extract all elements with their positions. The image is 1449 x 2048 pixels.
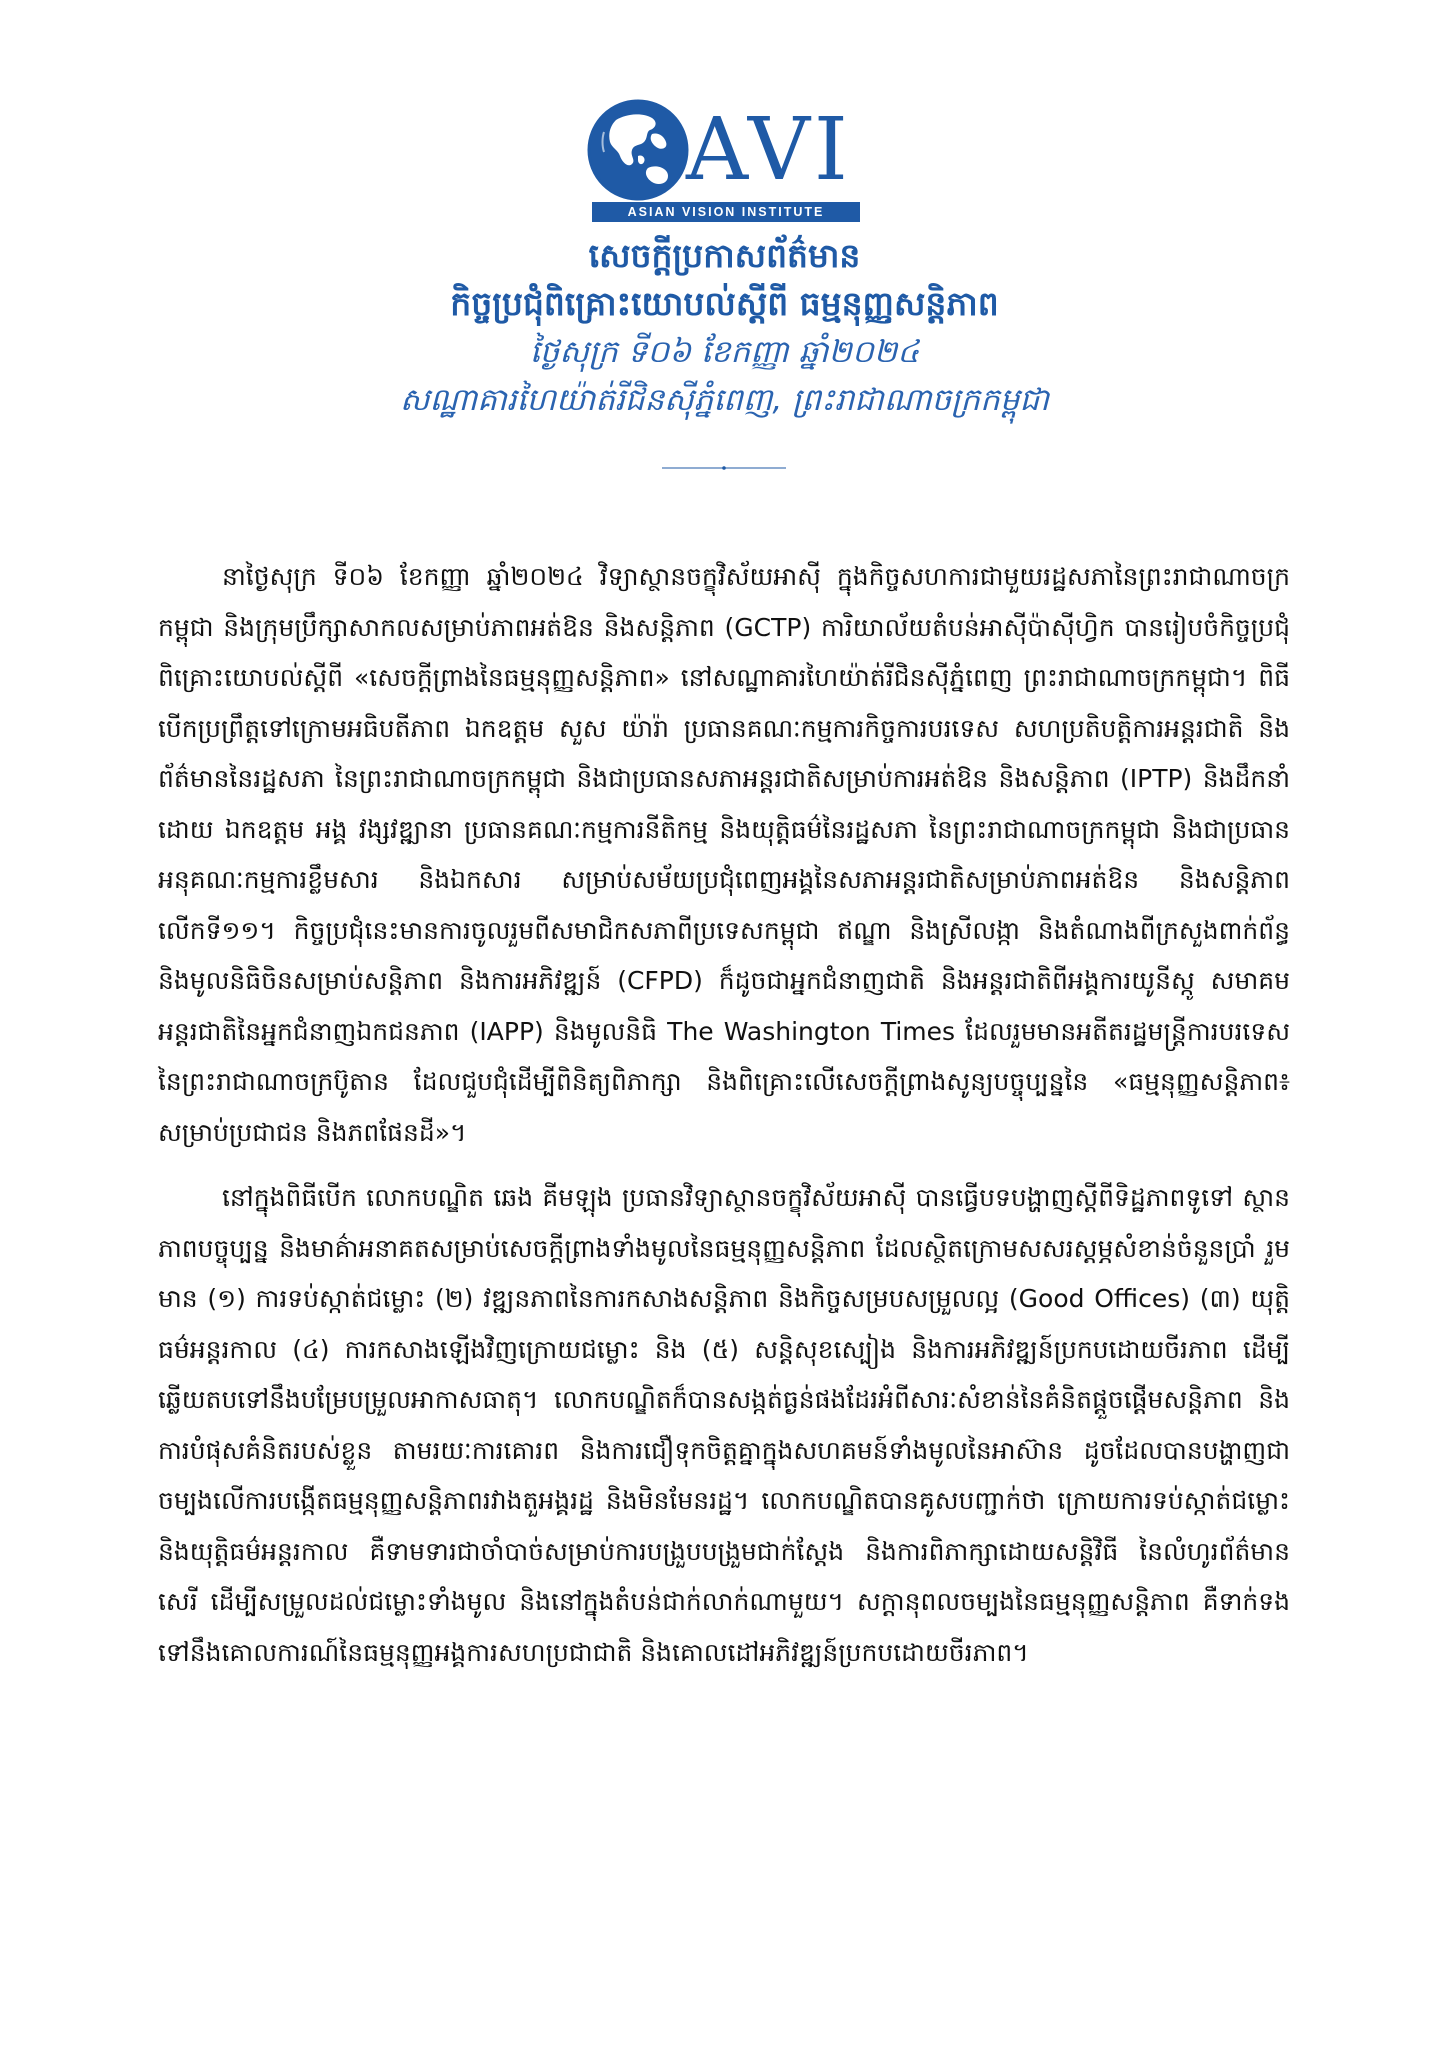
decorative-divider: [662, 466, 786, 470]
header-date: ថ្ងៃសុក្រ ទី០៦ ខែកញ្ញា ឆ្នាំ២០២៤: [529, 334, 920, 370]
header-title-line1: សេចក្ដីប្រកាសព័ត៌មាន: [588, 236, 861, 275]
header-venue: សណ្ឋាគារហៃយ៉ាត់រីជិនស៊ីភ្នំពេញ, ព្រះរាជាណាចក្រកម្ពុជា: [400, 382, 1049, 418]
body-paragraph-1: នាថ្ងៃសុក្រ ទី០៦ ខែកញ្ញា ឆ្នាំ២០២៤ វិទ្យាស្ថានចក្ខុវិស័យអាស៊ី ក្នុងកិច្ចសហការជាមួយរដ្ឋសភានៃព្រះរាជាណាចក្រកម្ពុជា និងក្រុមប្រឹក្សាសាកលសម្រាប់ភាពអត់ឱន និងសន្តិភាព (GCTP) ការិយាល័យតំបន់អាស៊ីប៉ាស៊ីហ្វិក បានរៀបចំកិច្ចប្រជុំពិគ្រោះយោបល់ស្ដីពី «សេចក្ដីព្រាងនៃធម្មនុញ្ញសន្តិភាព» នៅសណ្ឋាគារហៃយ៉ាត់រីជិនស៊ីភ្នំពេញ ព្រះរាជាណាចក្រកម្ពុជា។ ពិធីបើកប្រព្រឹត្តទៅក្រោមអធិបតីភាព ឯកឧត្តម សួស យ៉ារ៉ា ប្រធានគណៈកម្មការកិច្ចការបរទេស សហប្រតិបត្តិការអន្តរជាតិ និងព័ត៌មាននៃរដ្ឋសភា នៃព្រះរាជាណាចក្រកម្ពុជា និងជាប្រធានសភាអន្តរជាតិសម្រាប់ការអត់ឱន និងសន្តិភាព (IPTP) និងដឹកនាំដោយ ឯកឧត្តម អង្គ វង្សវឌ្ឍានា ប្រធានគណៈកម្មការនីតិកម្ម និងយុត្តិធម៌នៃរដ្ឋសភា នៃព្រះរាជាណាចក្រកម្ពុជា និងជាប្រធានអនុគណៈកម្មការខ្លឹមសារ និងឯកសារ សម្រាប់សម័យប្រជុំពេញអង្គនៃសភាអន្តរជាតិសម្រាប់ភាពអត់ឱន និងសន្តិភាព លើកទី១១។ កិច្ចប្រជុំនេះមានការចូលរួមពីសមាជិកសភាពីប្រទេសកម្ពុជា ឥណ្ឌា និងស្រីលង្កា និងតំណាងពីក្រសួងពាក់ព័ន្ធ និងមូលនិធិចិនសម្រាប់សន្តិភាព និងការអភិវឌ្ឍន៍ (CFPD) ក៏ដូចជាអ្នកជំនាញជាតិ និងអន្តរជាតិពីអង្គការយូនីស្កូ សមាគមអន្តរជាតិនៃអ្នកជំនាញឯកជនភាព (IAPP) និងមូលនិធិ The Washington Times ដែលរួមមានអតីតរដ្ឋមន្ត្រីការបរទេសនៃព្រះរាជាណាចក្រប៊ូតាន ដែលជួបជុំដើម្បីពិនិត្យពិភាក្សា និងពិគ្រោះលើសេចក្ដីព្រាងសូន្យបច្ចុប្បន្ននៃ «ធម្មនុញ្ញសន្តិភាព៖ សម្រាប់ប្រជាជន និងភពផែនដី»។: [158, 562, 1290, 1147]
globe-icon: [586, 98, 690, 202]
avi-logo: [586, 98, 864, 222]
press-release-body: [158, 552, 1290, 1693]
press-release-header: [0, 232, 1449, 424]
header-title-line2: កិច្ចប្រជុំពិគ្រោះយោបល់ស្ដីពី ធម្មនុញ្ញសន្តិភាព: [450, 284, 999, 323]
logo-letters: AVI: [686, 100, 852, 200]
logo-band-text: ASIAN VISION INSTITUTE: [592, 202, 860, 222]
body-paragraph-2: នៅក្នុងពិធីបើក លោកបណ្ឌិត ឆេង គីមឡុង ប្រធានវិទ្យាស្ថានចក្ខុវិស័យអាស៊ី បានធ្វើបទបង្ហាញស្ដីពីទិដ្ឋភាពទូទៅ ស្ថានភាពបច្ចុប្បន្ន និងមាគ៌ាអនាគតសម្រាប់សេចក្ដីព្រាងទាំងមូលនៃធម្មនុញ្ញសន្តិភាព ដែលស្ថិតក្រោមសសរស្ដម្ភសំខាន់ចំនួនប្រាំ រួមមាន (១) ការទប់ស្កាត់ជម្លោះ (២) វឌ្ឍនភាពនៃការកសាងសន្តិភាព និងកិច្ចសម្របសម្រួលល្អ (Good Offices) (៣) យុត្តិធម៌អន្តរកាល (៤) ការកសាងឡើងវិញក្រោយជម្លោះ និង (៥) សន្តិសុខស្បៀង និងការអភិវឌ្ឍន៍ប្រកបដោយចីរភាព ដើម្បីឆ្លើយតបទៅនឹងបម្រែបម្រួលអាកាសធាតុ។ លោកបណ្ឌិតក៏បានសង្កត់ធ្ងន់ផងដែរអំពីសារៈសំខាន់នៃគំនិតផ្ដួចផ្ដើមសន្តិភាព និងការបំផុសគំនិតរបស់ខ្លួន តាមរយៈការគោរព និងការជឿទុកចិត្តគ្នាក្នុងសហគមន៍ទាំងមូលនៃអាស៊ាន ដូចដែលបានបង្ហាញជាចម្បងលើការបង្កើតធម្មនុញ្ញសន្តិភាពរវាងតួអង្គរដ្ឋ និងមិនមែនរដ្ឋ។ លោកបណ្ឌិតបានគូសបញ្ជាក់ថា ក្រោយការទប់ស្កាត់ជម្លោះ និងយុត្តិធម៌អន្តរកាល គឺទាមទារជាចាំបាច់សម្រាប់ការបង្រួបបង្រួមជាក់ស្ដែង និងការពិភាក្សាដោយសន្តិវិធី នៃលំហូរព័ត៌មានសេរី ដើម្បីសម្រួលដល់ជម្លោះទាំងមូល និងនៅក្នុងតំបន់ជាក់លាក់ណាមួយ។ សក្ដានុពលចម្បងនៃធម្មនុញ្ញសន្តិភាព គឺទាក់ទងទៅនឹងគោលការណ៍នៃធម្មនុញ្ញអង្គការសហប្រជាជាតិ និងគោលដៅអភិវឌ្ឍន៍ប្រកបដោយចីរភាព។: [158, 1183, 1290, 1667]
